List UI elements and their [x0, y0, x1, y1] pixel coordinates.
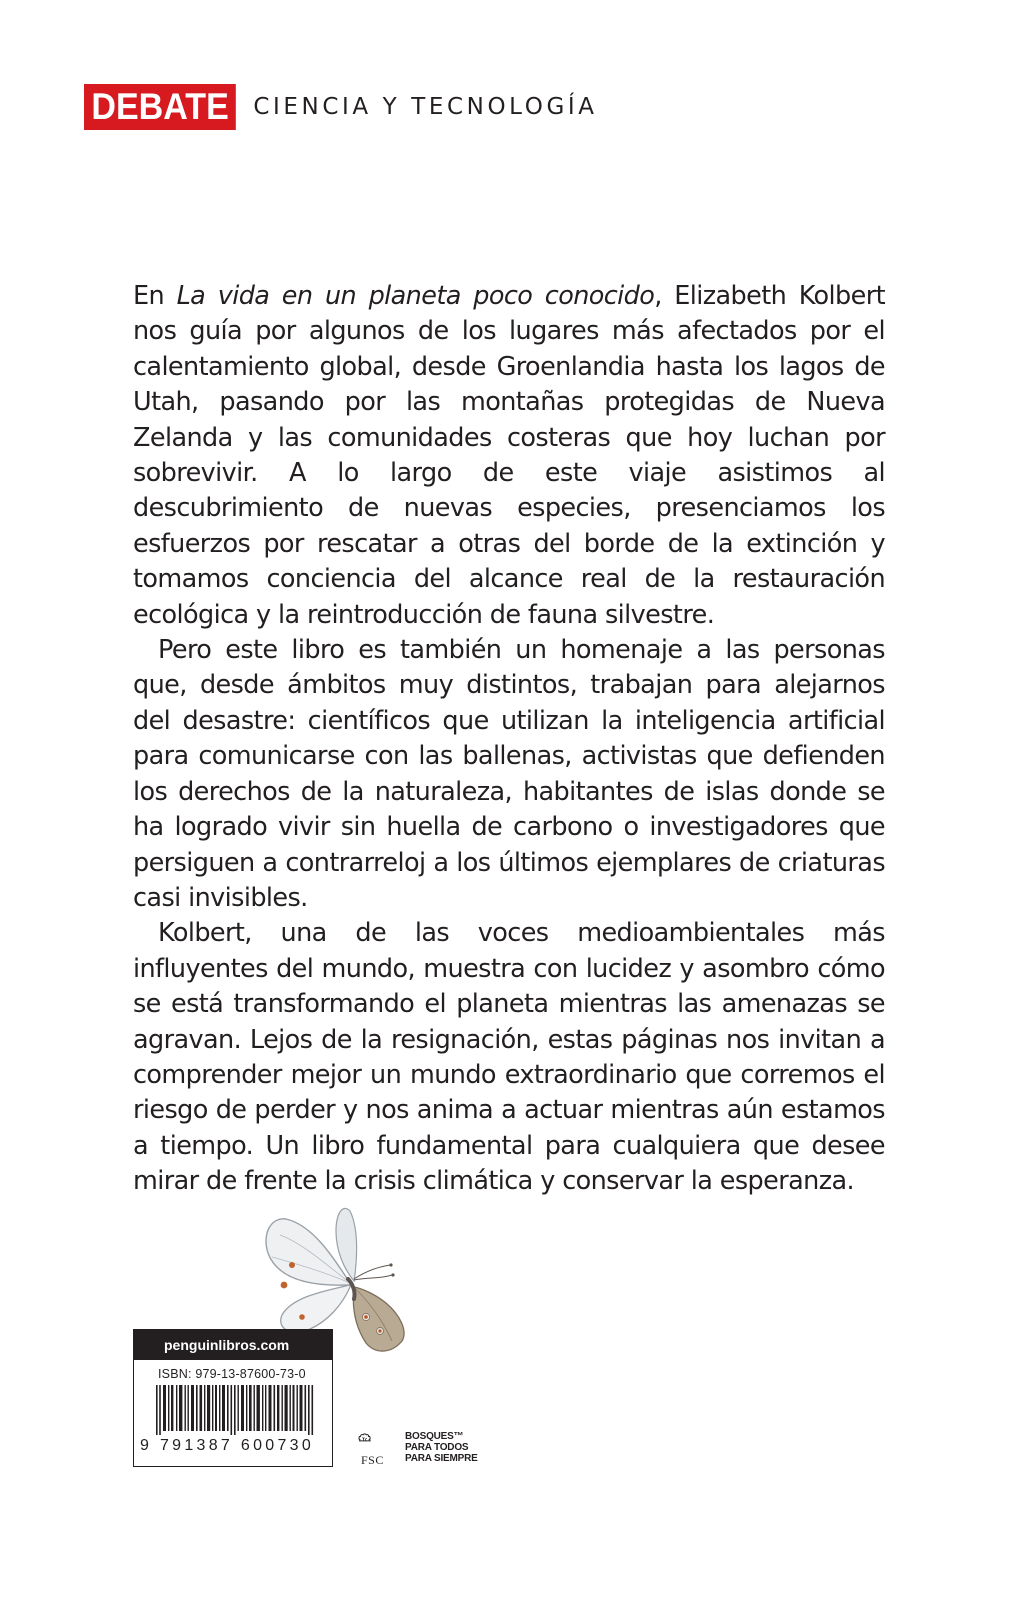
- publisher-website: penguinlibros.com: [134, 1330, 332, 1360]
- blurb-paragraph-3: Kolbert, una de las voces medioambientales más influyentes del mundo, muestra con lucidez y asombro cómo se está transformando el planeta mientras las amenazas se agravan. Lejos de la resignación, estas páginas nos invitan a comprender mejor un mundo extraordinario que corremos el riesgo de perder y nos anima a actuar mientras aún estamos a tiempo. Un libro fundamental para cualquiera que desee mirar de frente la crisis climática y conservar la esperanza.: [133, 918, 885, 1197]
- barcode-panel: [133, 1329, 333, 1467]
- header: [84, 84, 598, 130]
- isbn-label: ISBN: 979-13-87600-73-0: [158, 1367, 306, 1381]
- publisher-logo: DEBATE: [84, 84, 236, 130]
- fsc-slogan-line-3: PARA SIEMPRE: [405, 1453, 478, 1464]
- blurb-paragraph-1: [133, 279, 885, 633]
- fsc-label: FSC: [361, 1453, 384, 1467]
- book-title: La vida en un planeta poco conocido: [176, 281, 655, 311]
- fsc-slogan-line-1: BOSQUES™: [405, 1431, 464, 1442]
- fsc-slogan: [405, 1431, 478, 1464]
- barcode-bars: [156, 1385, 316, 1435]
- barcode-number: 9 791387 600730: [140, 1437, 315, 1454]
- back-cover-blurb: [133, 279, 885, 1200]
- collection-name: CIENCIA Y TECNOLOGÍA: [253, 94, 598, 120]
- fsc-tree-icon: [358, 1418, 406, 1458]
- blurb-paragraph-2: Pero este libro es también un homenaje a las personas que, desde ámbitos muy distintos, trabajan para alejarnos del desastre: científicos que utilizan la inteligencia artificial para comunicarse con las ballenas, activistas que defienden los derechos de la naturaleza, habitantes de islas donde se ha logrado vivir sin huella de carbono o investigadores que persiguen a contrarreloj a los últimos ejemplares de criaturas casi invisibles.: [133, 635, 885, 913]
- blurb-p1-rest: , Elizabeth Kolbert nos guía por algunos de los lugares más afectados por el calentamiento global, desde Groenlandia hasta los lagos de Utah, pasando por las montañas protegidas de Nueva Zelanda y las comunidades costeras que hoy luchan por sobrevivir. A lo largo de este viaje asistimos al descubrimiento de nuevas especies, presenciamos los esfuerzos por rescatar a otras del borde de la extinción y tomamos conciencia del alcance real de la restauración ecológica y la reintroducción de fauna silvestre.: [133, 281, 885, 630]
- blurb-p1-prefix: En: [133, 281, 177, 311]
- fsc-slogan-line-2: PARA TODOS: [405, 1442, 469, 1453]
